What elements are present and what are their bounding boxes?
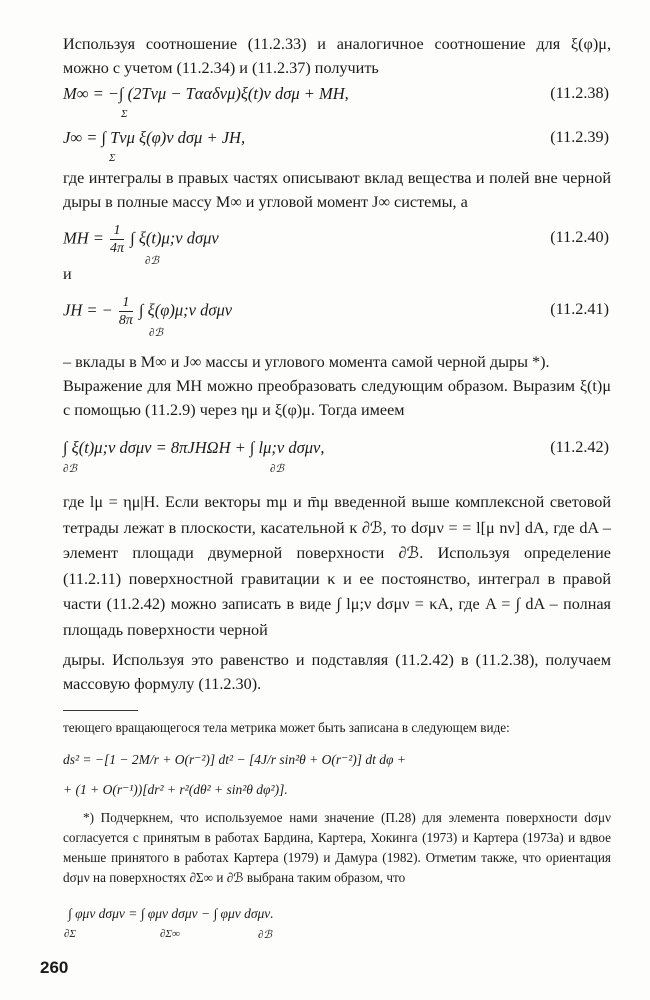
- integral-domain: ∂ℬ: [270, 463, 285, 475]
- equation-11-2-41: [63, 294, 611, 339]
- fraction-denominator: 4π: [110, 241, 125, 256]
- metric-line-2-text: + (1 + O(r⁻¹))[dr² + r²(dθ² + sin²θ dφ²)].: [63, 782, 288, 797]
- equation-lhs: JH = −: [63, 300, 113, 320]
- paragraph-4-text: Выражение для MH можно преобразовать следующим образом. Выразим ξ(t)μ с помощью (11.2.9) через ημ и ξ(φ)μ. Тогда имеем: [63, 377, 611, 419]
- integral-domain: ∂Σ: [64, 928, 76, 940]
- equation-11-2-40: [63, 222, 611, 267]
- equation-11-2-39: [63, 128, 611, 164]
- equation-11-2-38: [63, 84, 611, 120]
- paragraph-5: [63, 490, 611, 643]
- page-number: 260: [40, 958, 69, 977]
- paragraph-3: [63, 350, 611, 374]
- equation-integral: ∫ ξ(t)μ;ν dσμν: [130, 228, 219, 248]
- connector-text: и: [63, 265, 72, 283]
- footnote-divider: [63, 710, 138, 711]
- integral-domain: ∂ℬ: [63, 463, 78, 475]
- equation-number: (11.2.42): [550, 438, 609, 456]
- fraction: [119, 294, 133, 329]
- equation-body: M∞ = −∫ (2Tνμ − Tααδνμ)ξ(t)ν dσμ + MH,: [63, 84, 349, 103]
- equation-lhs: MH =: [63, 228, 104, 248]
- integral-domain: Σ: [109, 152, 116, 164]
- footnote-continuation-text: теющего вращающегося тела метрика может быть записана в следующем виде:: [63, 720, 510, 735]
- orientation-equation-text: ∫ φμν dσμν = ∫ φμν dσμν − ∫ φμν dσμν.: [68, 906, 274, 921]
- integral-domain: ∂ℬ: [145, 255, 160, 267]
- equation-number: (11.2.39): [550, 128, 609, 146]
- paragraph-6-text: дыры. Используя это равенство и подставляя (11.2.42) в (11.2.38), получаем массовую формулу (11.2.30).: [63, 651, 611, 693]
- metric-line-1-text: ds² = −[1 − 2M/r + O(r⁻²)] dt² − [4J/r sin²θ + O(r⁻²)] dt dφ +: [63, 752, 406, 767]
- footnote-continuation: [63, 718, 611, 738]
- metric-equation-line-2: [63, 782, 288, 798]
- fraction-numerator: 1: [110, 222, 124, 240]
- paragraph-2-text: где интегралы в правых частях описывают вклад вещества и полей вне черной дыры в полные массу M∞ и угловой момент J∞ системы, а: [63, 169, 611, 211]
- equation-number: (11.2.40): [550, 228, 609, 246]
- fraction-denominator: 8π: [118, 313, 133, 328]
- footnote-star-text: *) Подчеркнем, что используемое нами значение (П.28) для элемента поверхности dσμν согласуется с принятым в работах Бардина, Картера, Хокинга (1973) и Картера (1973а) и вдвое меньше принятого в работах Картера (1979) и Дамура (1982). Отметим также, что ориентация dσμν на поверхностях ∂Σ∞ и ∂ℬ выбрана таким образом, что: [63, 810, 611, 885]
- equation-number: (11.2.38): [550, 84, 609, 102]
- fraction-numerator: 1: [119, 294, 133, 312]
- integral-domain: ∂Σ∞: [160, 928, 180, 940]
- footnote-star: [63, 808, 611, 888]
- equation-body: ∫ ξ(t)μ;ν dσμν = 8πJHΩH + ∫ lμ;ν dσμν,: [63, 438, 325, 457]
- connector-and: [63, 262, 611, 286]
- fraction: [110, 222, 124, 257]
- paragraph-5-text: где lμ = ημ|H. Если векторы mμ и m̄μ введенной выше комплексной световой тетрады лежат в плоскости, касательной к ∂ℬ, то dσμν = = l[μ nν] dA, где dA – элемент площади двумерной поверхности ∂ℬ. Используя определение (11.2.11) поверхностной гравитации κ и ее постоянство, интеграл в правой части (11.2.42) можно записать в виде ∫ lμ;ν dσμν = κA, где A = ∫ dA – полная площадь поверхности черной: [63, 493, 611, 639]
- paragraph-2: [63, 166, 611, 214]
- paragraph-1-text: Используя соотношение (11.2.33) и аналогичное соотношение для ξ(φ)μ, можно с учетом (11.2.34) и (11.2.37) получить: [63, 35, 611, 77]
- paragraph-3-text: – вклады в M∞ и J∞ массы и углового момента самой черной дыры *).: [63, 353, 550, 371]
- integral-domain: ∂ℬ: [149, 327, 164, 339]
- equation-number: (11.2.41): [550, 300, 609, 318]
- integral-domain: Σ: [121, 108, 128, 120]
- equation-integral: ∫ ξ(φ)μ;ν dσμν: [139, 300, 233, 320]
- orientation-equation: [68, 906, 274, 922]
- metric-equation-line-1: [63, 752, 406, 768]
- paragraph-6: [63, 648, 611, 696]
- equation-body: J∞ = ∫ Tνμ ξ(φ)ν dσμ + JH,: [63, 128, 246, 147]
- integral-domain: ∂ℬ: [258, 929, 273, 941]
- paragraph-4: [63, 374, 611, 422]
- equation-11-2-42: [63, 438, 611, 478]
- paragraph-1: [63, 32, 611, 80]
